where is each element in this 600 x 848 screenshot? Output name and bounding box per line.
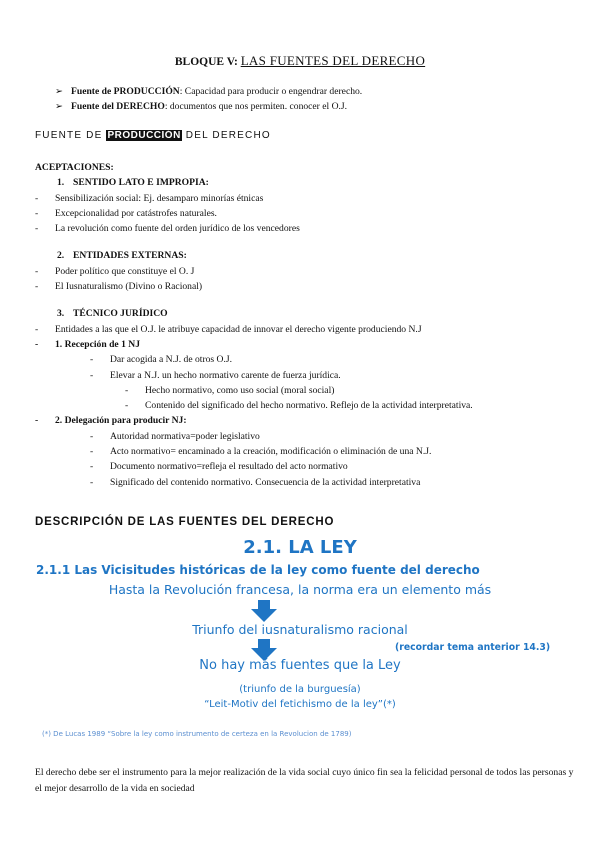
- definition-item: [55, 99, 362, 114]
- acepciones-list: [35, 160, 473, 490]
- list-item-text: Autoridad normativa=poder legislativo: [110, 430, 260, 442]
- list-item: - Excepcionalidad por catástrofes naturales.: [35, 207, 217, 219]
- slide-line-ley: No hay más fuentes que la Ley: [199, 658, 401, 673]
- acepciones-heading: ACEPTACIONES:: [35, 162, 114, 173]
- list-item-text: Poder político que constituye el O. J: [55, 265, 195, 277]
- list-item: - Significado del contenido normativo. Consecuencia de la actividad interpretativa: [90, 476, 421, 488]
- group-number: 3.: [57, 308, 65, 320]
- list-item: - Elevar a N.J. un hecho normativo carente de fuerza jurídica.: [90, 369, 341, 381]
- heading-post: DEL DERECHO: [181, 130, 271, 141]
- slide-line-burguesia: (triunfo de la burguesía): [239, 684, 361, 695]
- list-item-text: Acto normativo= encaminado a la creación, modificación o eliminación de una N.J.: [110, 446, 432, 458]
- list-item-text: Sensibilización social: Ej. desamparo minorías étnicas: [55, 192, 264, 204]
- subgroup-heading: - 2. Delegación para producir NJ:: [35, 415, 187, 427]
- definition-term: Fuente de PRODUCCIÓN: [71, 86, 180, 97]
- title-prefix: BLOQUE V:: [174, 56, 241, 68]
- list-item: - Hecho normativo, como uso social (moral social): [125, 384, 335, 396]
- slide-note: (recordar tema anterior 14.3): [395, 642, 551, 653]
- list-item-text: Contenido del significado del hecho normativo. Reflejo de la actividad interpretativa.: [145, 400, 473, 412]
- arrow-bullet-icon: ➢: [55, 86, 64, 97]
- list-item: - Sensibilización social: Ej. desamparo minorías étnicas: [35, 192, 264, 204]
- list-item: - Dar acogida a N.J. de otros O.J.: [90, 354, 233, 366]
- section-heading-produccion: [35, 130, 271, 141]
- list-item: - La revolución como fuente del orden jurídico de los vencedores: [35, 223, 300, 235]
- list-item: - El Iusnaturalismo (Divino o Racional): [35, 281, 203, 293]
- group-heading: [35, 175, 473, 190]
- definitions-list: [55, 84, 362, 114]
- slide-line-fetichismo: “Leit-Motiv del fetichismo de la ley”(*): [204, 699, 396, 710]
- group-title: SENTIDO LATO E IMPROPIA:: [73, 177, 209, 189]
- list-item: - Poder político que constituye el O. J: [35, 265, 195, 277]
- definition-text: : Capacidad para producir o engendrar derecho.: [179, 86, 363, 97]
- definition-item: [55, 84, 362, 99]
- slide-line-iusnaturalismo: Triunfo del iusnaturalismo racional: [192, 622, 408, 637]
- group-number: 2.: [57, 250, 65, 262]
- subgroup-title: 2. Delegación para producir NJ:: [55, 415, 187, 427]
- arrow-bullet-icon: ➢: [55, 101, 64, 112]
- list-item: - Autoridad normativa=poder legislativo: [90, 430, 260, 442]
- list-item-text: Hecho normativo, como uso social (moral social): [145, 384, 335, 396]
- title-main: LAS FUENTES DEL DERECHO: [240, 53, 426, 68]
- list-item-text: Entidades a las que el O.J. le atribuye capacidad de innovar el derecho vigente produciendo N.J: [55, 323, 422, 335]
- list-item-text: Significado del contenido normativo. Consecuencia de la actividad interpretativa: [110, 476, 421, 488]
- list-item-text: Documento normativo=refleja el resultado del acto normativo: [110, 461, 348, 473]
- list-item-text: Dar acogida a N.J. de otros O.J.: [110, 354, 233, 366]
- subgroup-heading: - 1. Recepción de 1 NJ: [35, 338, 140, 350]
- group-heading: [35, 248, 473, 263]
- group-heading: [35, 306, 473, 321]
- list-item-text: La revolución como fuente del orden jurídico de los vencedores: [55, 223, 300, 235]
- group-title: ENTIDADES EXTERNAS:: [73, 250, 187, 262]
- slide-title: 2.1. LA LEY: [243, 537, 357, 558]
- list-item: - Acto normativo= encaminado a la creación, modificación o eliminación de una N.J.: [90, 446, 432, 458]
- heading-highlight: PRODUCCIÓN: [107, 130, 181, 141]
- section-heading-descripcion: DESCRIPCIÓN DE LAS FUENTES DEL DERECHO: [35, 516, 335, 528]
- subgroup-title: 1. Recepción de 1 NJ: [55, 338, 140, 350]
- list-item-text: El Iusnaturalismo (Divino o Racional): [55, 281, 203, 293]
- list-item-text: Excepcionalidad por catástrofes naturales.: [55, 207, 217, 219]
- group-title: TÉCNICO JURÍDICO: [73, 308, 168, 320]
- slide-subtitle: 2.1.1 Las Vicisitudes históricas de la ley como fuente del derecho: [36, 563, 480, 577]
- document-title: [0, 53, 600, 69]
- definition-text: : documentos que nos permiten. conocer el O.J.: [164, 101, 348, 112]
- slide-line-revolucion: Hasta la Revolución francesa, la norma era un elemento más: [108, 582, 492, 597]
- group-number: 1.: [57, 177, 65, 189]
- list-item: - Documento normativo=refleja el resultado del acto normativo: [90, 461, 348, 473]
- list-item: - Entidades a las que el O.J. le atribuye capacidad de innovar el derecho vigente produciendo N.J: [35, 323, 422, 335]
- list-item-text: Elevar a N.J. un hecho normativo carente de fuerza jurídica.: [110, 369, 341, 381]
- list-item: - Contenido del significado del hecho normativo. Reflejo de la actividad interpretativa.: [125, 400, 473, 412]
- down-arrow-icon: [251, 600, 277, 622]
- heading-pre: FUENTE DE: [35, 130, 107, 141]
- slide-footnote: (*) De Lucas 1989 “Sobre la ley como instrumento de certeza en la Revolucion de 1789): [42, 730, 352, 738]
- definition-term: Fuente del DERECHO: [71, 101, 165, 112]
- closing-paragraph: El derecho debe ser el instrumento para la mejor realización de la vida social cuyo único fin sea la felicidad personal de todos las personas y el mejor desarrollo de la vida en sociedad: [35, 767, 574, 794]
